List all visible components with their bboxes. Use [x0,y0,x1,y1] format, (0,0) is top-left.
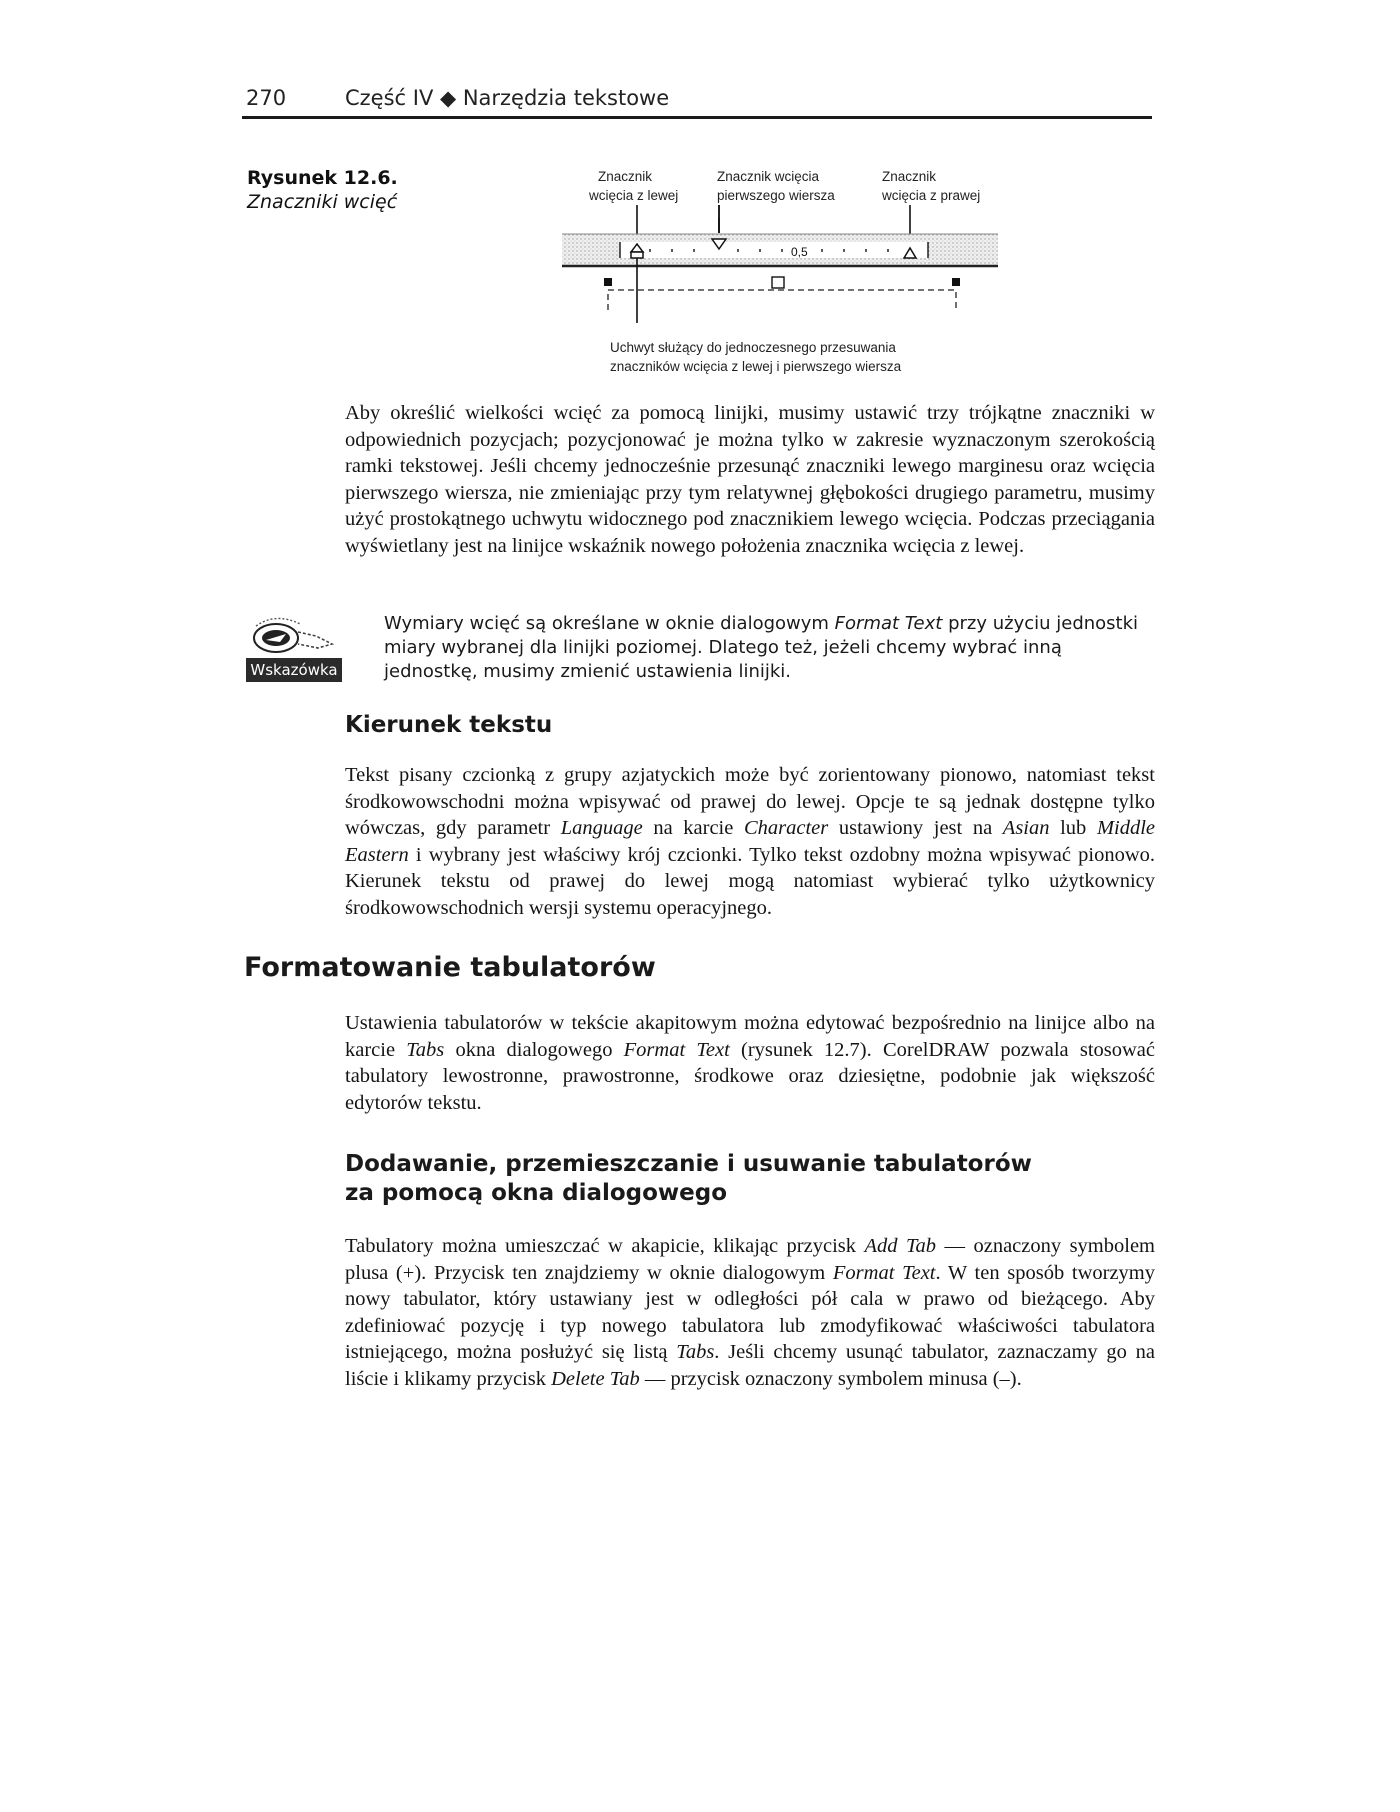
text-frame-outline [608,290,956,310]
callout-first-line2: pierwszego wiersza [717,188,835,203]
heading-dodawanie: Dodawanie, przemieszczanie i usuwanie tabulatorów za pomocą okna dialogowego [345,1151,1032,1206]
running-title: Część IV ◆ Narzędzia tekstowe [345,86,670,110]
callout-first-line1: Znacznik wcięcia [717,169,820,184]
handle-right [952,278,960,286]
ruler-active-area [620,242,928,258]
page-number: 270 [246,86,287,110]
callout-right-line2: wcięcia z prawej [882,188,981,203]
paragraph-indents: Aby określić wielkości wcięć za pomocą linijki, musimy ustawić trzy trójkątne znaczniki w odpowiednich pozycjach; pozycjonować je można tylko w zakresie wyznaczonym szerokością ramki tekstowej. Jeśli chcemy jednocześnie przesunąć znaczniki lewego marginesu oraz wcięcia pierwszego wiersza, nie zmieniając przy tym relatywnej głębokości drugiego parametru, musimy użyć prostokątnego uchwytu widocznego pod znacznikiem lewego wcięcia. Podczas przeciągania wyświetlany jest na linijce wskaźnik nowego położenia znacznika wcięcia z lewej. [345,402,1155,557]
figure-caption [247,166,447,214]
tip-label: Wskazówka [250,661,338,679]
figure-title: Znaczniki wcięć [247,191,398,213]
ruler-label: 0,5 [791,245,808,259]
callout-left-line1: Znacznik [598,169,653,184]
header-rule [242,116,1152,119]
ruler-indent-figure [560,158,1060,388]
tip-text: Wymiary wcięć są określane w oknie dialogowym Format Text przy użyciu jednostki miary wybranej dla linijki poziomej. Dlatego też, jeżeli chcemy wybrać inną jednostkę, musimy zmienić ustawienia linijki. [384,613,1139,682]
tip-icon [246,608,346,684]
paragraph-dodawanie: Tabulatory można umieszczać w akapicie, klikając przycisk Add Tab — oznaczony symbolem plusa (+). Przycisk ten znajdziemy w oknie dialogowym Format Text. W ten sposób tworzymy nowy tabulator, który ustawiany jest w odległości pół cala w prawo od bieżącego. Aby zdefiniować pozycję i typ nowego tabulatora lub zmodyfikować właściwości tabulatora istniejącego, można posłużyć się listą Tabs. Jeśli chcemy usunąć tabulator, zaznaczamy go na liście i klikamy przycisk Delete Tab — przycisk oznaczony symbolem minusa (–). [345,1235,1156,1390]
paragraph-kierunek: Tekst pisany czcionką z grupy azjatyckich może być zorientowany pionowo, natomiast tekst środkowowschodni można wpisywać od prawej do lewej. Opcje te są jednak dostępne tylko wówczas, gdy parametr Language na karcie Character ustawiony jest na Asian lub Middle Eastern i wybrany jest właściwy krój czcionki. Tylko tekst ozdobny można wpisywać pionowo. Kierunek tekstu od prawej do lewej mogą natomiast wybierać tylko użytkownicy środkowowschodnich wersji systemu operacyjnego. [345,764,1156,919]
callout-left-line2: wcięcia z lewej [589,188,679,203]
callout-right-line1: Znacznik [882,169,937,184]
handle-left [604,278,612,286]
callout-bottom-line2: znaczników wcięcia z lewej i pierwszego wiersza [610,359,902,374]
heading-kierunek: Kierunek tekstu [345,712,553,738]
callout-bottom-line1: Uchwyt służący do jednoczesnego przesuwania [610,340,896,355]
paragraph-formatowanie: Ustawienia tabulatorów w tekście akapitowym można edytować bezpośrednio na linijce albo na karcie Tabs okna dialogowego Format Text (rysunek 12.7). CorelDRAW pozwala stosować tabulatory lewostronne, prawostronne, środkowe oraz dziesiętne, podobnie jak większość edytorów tekstu. [345,1012,1155,1114]
page-header [242,86,1152,116]
figure-number: Rysunek 12.6. [247,167,398,189]
handle-center [772,277,784,288]
heading-formatowanie: Formatowanie tabulatorów [244,952,656,983]
